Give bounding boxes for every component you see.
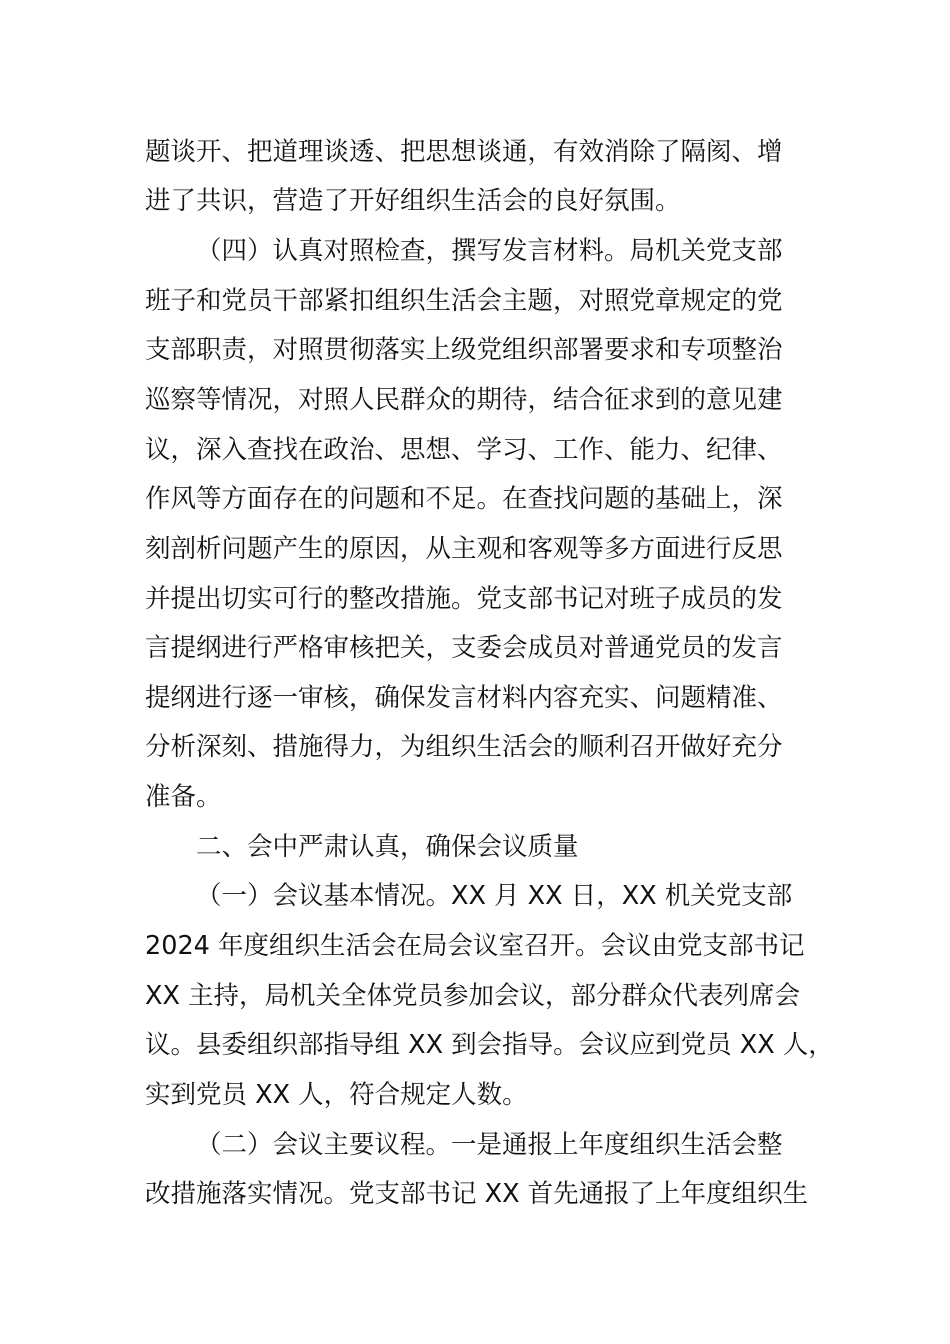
text-line: 作风等方面存在的问题和不足。在查找问题的基础上，深 (145, 484, 783, 514)
paragraph-start-line: （四）认真对照检查，撰写发言材料。局机关党支部 (196, 236, 783, 266)
section-heading: 二、会中严肃认真，确保会议质量 (196, 832, 579, 862)
text-line: 改措施落实情况。党支部书记 XX 首先通报了上年度组织生 (145, 1179, 809, 1209)
paragraph-start-line: （一）会议基本情况。XX 月 XX 日，XX 机关党支部 (196, 881, 793, 911)
text-line: 实到党员 XX 人，符合规定人数。 (145, 1080, 528, 1110)
text-line: 议，深入查找在政治、思想、学习、工作、能力、纪律、 (145, 435, 783, 465)
text-line: 并提出切实可行的整改措施。党支部书记对班子成员的发 (145, 584, 783, 614)
text-line: 进了共识，营造了开好组织生活会的良好氛围。 (145, 186, 681, 216)
text-line: 巡察等情况，对照人民群众的期待，结合征求到的意见建 (145, 385, 783, 415)
text-line: 准备。 (145, 782, 222, 812)
text-line: 2024 年度组织生活会在局会议室召开。会议由党支部书记 (145, 931, 805, 961)
text-line: 言提纲进行严格审核把关，支委会成员对普通党员的发言 (145, 633, 783, 663)
text-line: 题谈开、把道理谈透、把思想谈通，有效消除了隔阂、增 (145, 137, 783, 167)
text-line: 分析深刻、措施得力，为组织生活会的顺利召开做好充分 (145, 732, 783, 762)
text-line: 支部职责，对照贯彻落实上级党组织部署要求和专项整治 (145, 335, 783, 365)
text-line: XX 主持，局机关全体党员参加会议，部分群众代表列席会 (145, 981, 801, 1011)
text-line: 刻剖析问题产生的原因，从主观和客观等多方面进行反思 (145, 534, 783, 564)
text-line: 议。县委组织部指导组 XX 到会指导。会议应到党员 XX 人， (145, 1030, 834, 1060)
paragraph-start-line: （二）会议主要议程。一是通报上年度组织生活会整 (196, 1130, 783, 1160)
text-line: 提纲进行逐一审核，确保发言材料内容充实、问题精准、 (145, 683, 783, 713)
text-line: 班子和党员干部紧扣组织生活会主题，对照党章规定的党 (145, 286, 783, 316)
